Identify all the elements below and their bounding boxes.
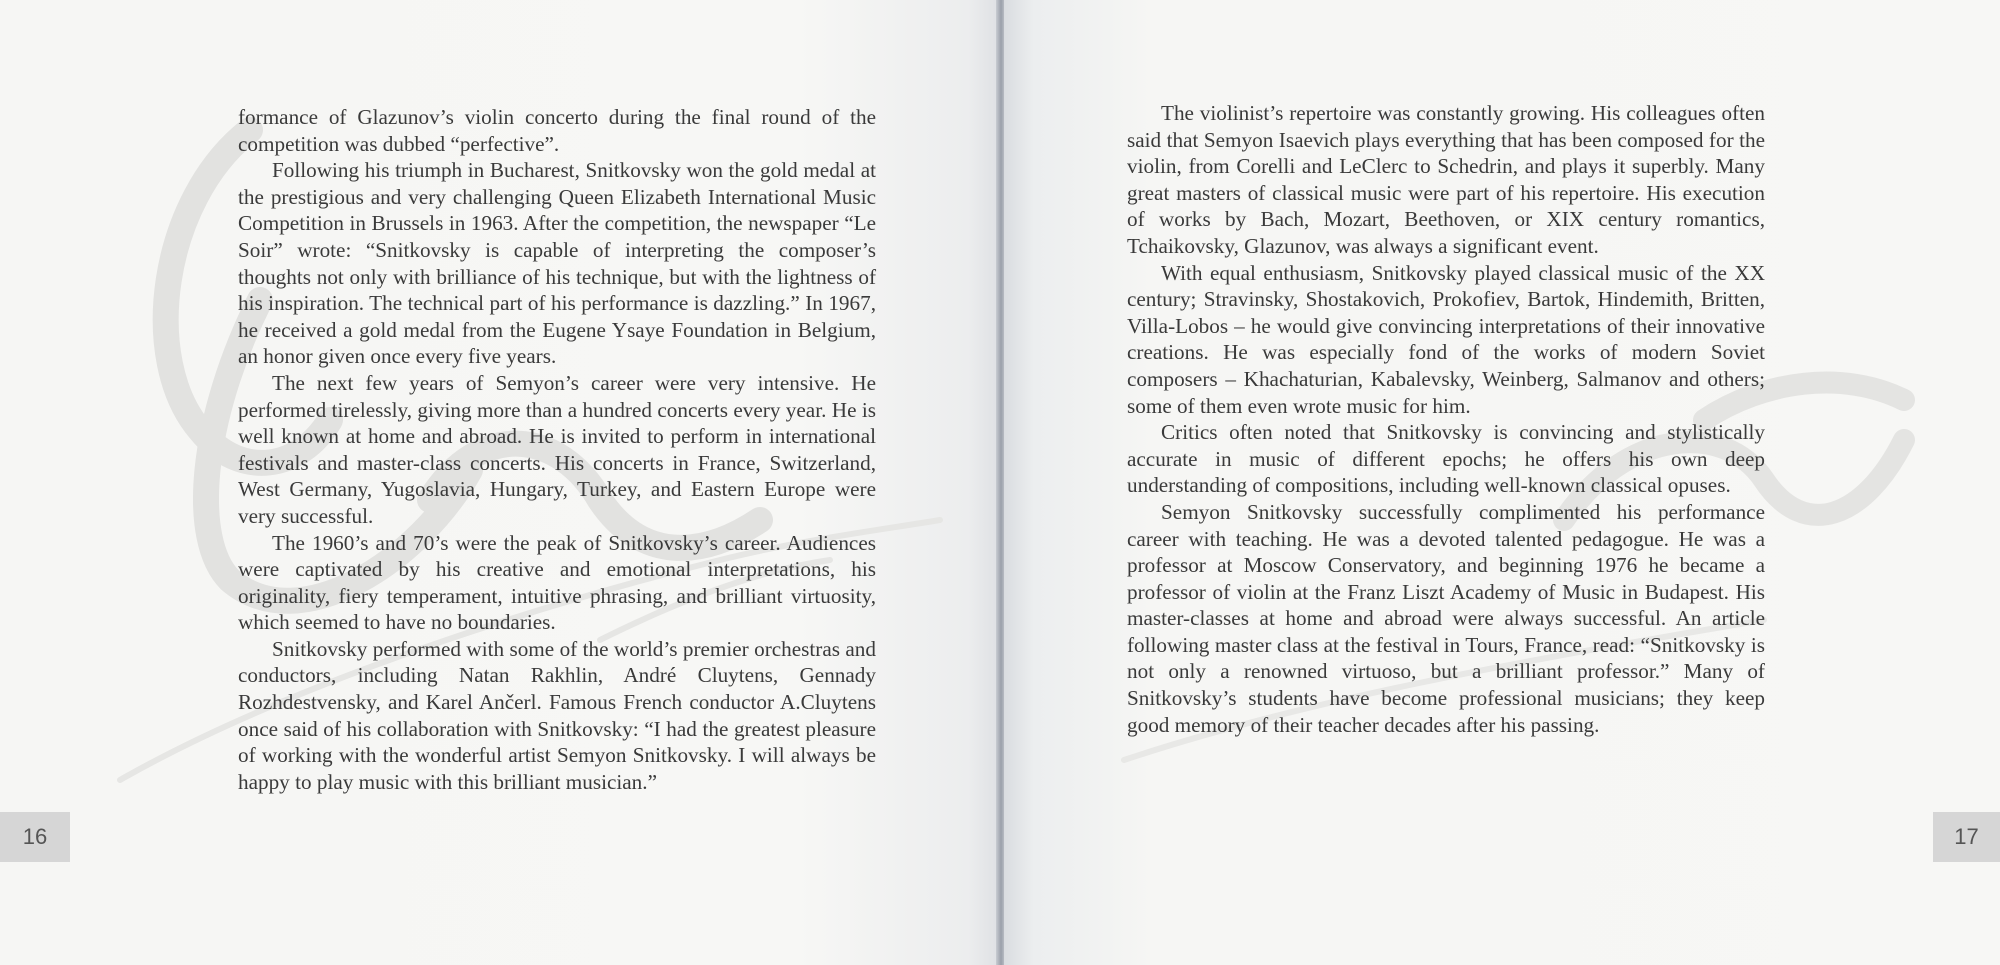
right-page (1004, 0, 2000, 965)
paragraph: Following his triumph in Bucharest, Snitkovsky won the gold medal at the prestigious and very challenging Queen Elizabeth International Music Competition in Brussels in 1963. After the competition, the newspaper “Le Soir” wrote: “Snitkovsky is capable of interpreting the composer’s thoughts not only with brilliance of his technique, but with the lightness of his inspiration. The technical part of his performance is dazzling.” In 1967, he received a gold medal from the Eugene Ysaye Foundation in Belgium, an honor given once every five years. (238, 158, 876, 369)
paragraph: Semyon Snitkovsky successfully complimented his performance career with teaching. He was a devoted talented pedagogue. He was a professor at Moscow Conservatory, and beginning 1976 he became a professor of violin at the Franz Liszt Academy of Music in Budapest. His master-classes at home and abroad were always successful. An article following master class at the festival in Tours, France, read: “Snitkovsky is not only a renowned virtuoso, but a brilliant professor.” Many of Snitkovsky’s students have become professional musicians; they keep good memory of their teacher decades after his passing. (1127, 499, 1765, 737)
page-number-right: 17 (1933, 812, 2000, 862)
paragraph: The 1960’s and 70’s were the peak of Snitkovsky’s career. Audiences were captivated by his creative and emotional interpretations, his originality, fiery temperament, intuitive phrasing, and brilliant virtuosity, which seemed to have no boundaries. (238, 530, 876, 635)
paragraph: Snitkovsky performed with some of the world’s premier orchestras and conductors, including Natan Rakhlin, André Cluytens, Gennady Rozhdestvensky, and Karel Ančerl. Famous French conductor A.Cluytens once said of his collaboration with Snitkovsky: “I had the greatest pleasure of working with the wonderful artist Semyon Snitkovsky. I will always be happy to play music with this brilliant musician.” (238, 636, 876, 794)
left-page (0, 0, 998, 965)
paragraph: Critics often noted that Snitkovsky is convincing and stylistically accurate in music of different epochs; he offers his own deep understanding of compositions, including well-known classical opuses. (1127, 420, 1765, 498)
paragraph: The violinist’s repertoire was constantly growing. His colleagues often said that Semyon Isaevich plays everything that has been composed for the violin, from Corelli and LeClerc to Schedrin, and plays it superbly. Many great masters of classical music were part of his repertoire. His execution of works by Bach, Mozart, Beethoven, or XIX century romantics, Tchaikovsky, Glazunov, was always a significant event. (1127, 101, 1765, 258)
page-number-left: 16 (0, 812, 70, 862)
paragraph: With equal enthusiasm, Snitkovsky played classical music of the XX century; Stravinsky, Shostakovich, Prokofiev, Bartok, Hindemith, Britten, Villa-Lobos – he would give convincing interpretations of their innovative creations. He was especially fond of the works of modern Soviet composers – Khachaturian, Kabalevsky, Weinberg, Salmanov and others; some of them even wrote music for him. (1127, 260, 1765, 418)
paragraph: The next few years of Semyon’s career were very intensive. He performed tirelessly, giving more than a hundred concerts every year. He is well known at home and abroad. He is invited to perform in international festivals and master-class concerts. His concerts in France, Switzerland, West Germany, Yugoslavia, Hungary, Turkey, and Eastern Europe were very successful. (238, 370, 876, 528)
paragraph: formance of Glazunov’s violin concerto during the final round of the competition was dubbed “perfective”. (238, 105, 876, 156)
left-page-text (238, 104, 876, 795)
right-page-text (1127, 100, 1765, 738)
